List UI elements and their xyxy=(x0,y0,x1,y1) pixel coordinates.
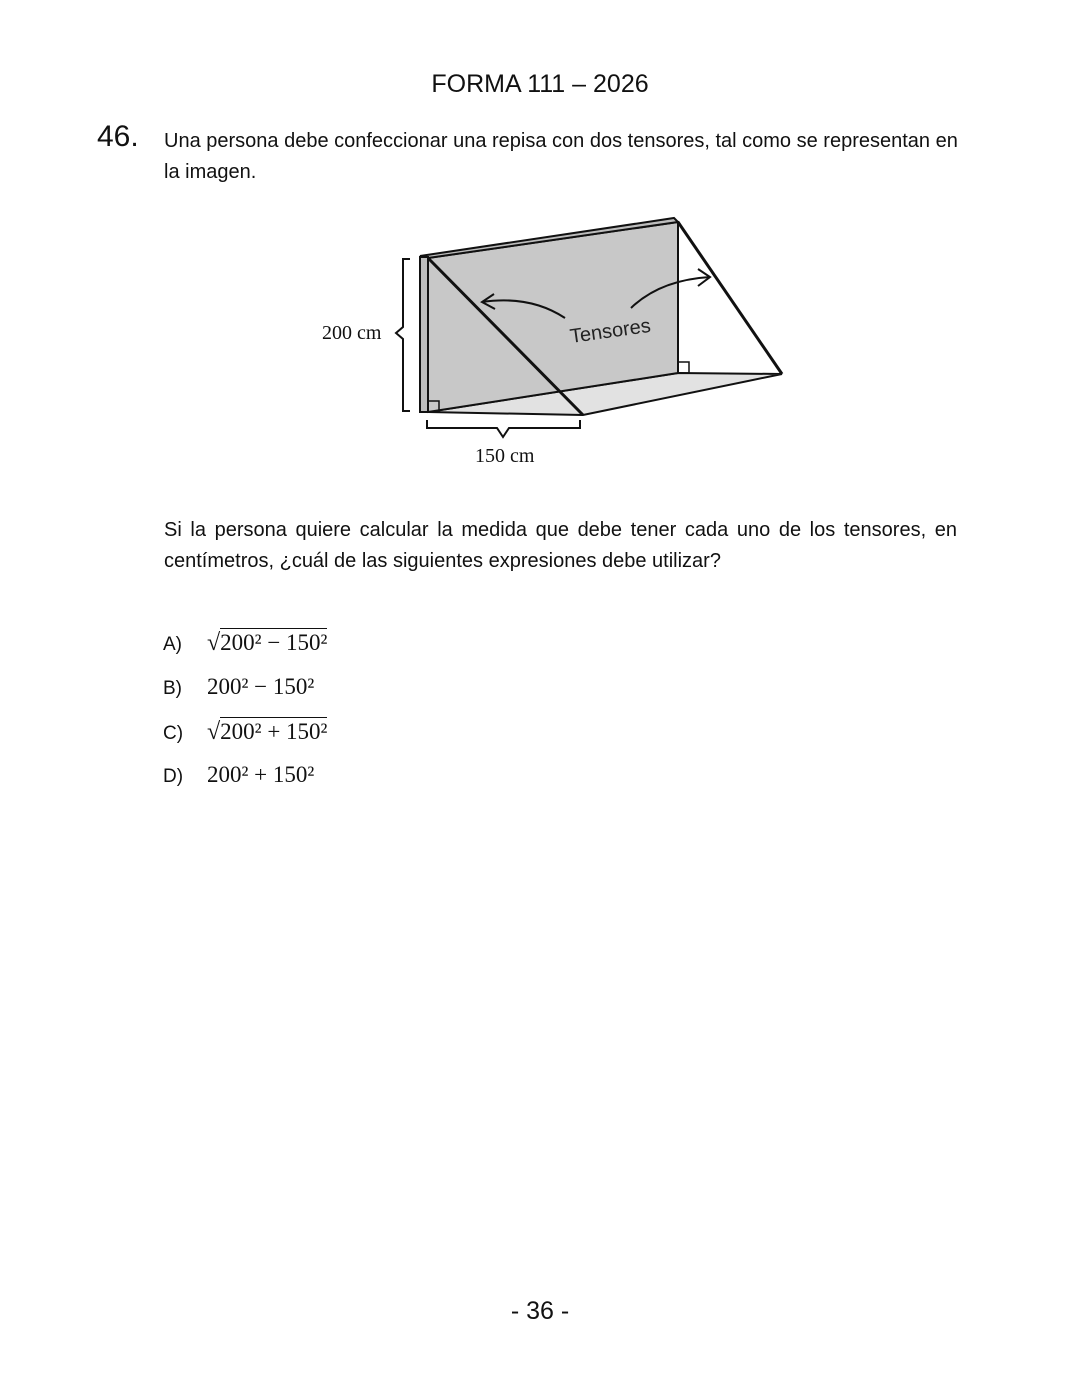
expression: 200² − 150² xyxy=(207,674,315,699)
option-label: D) xyxy=(163,766,184,787)
sqrt-icon: √ xyxy=(207,630,221,656)
option-label: C) xyxy=(163,723,184,744)
question-prompt: Si la persona quiere calcular la medida que debe tener cada uno de los tensores, en centímetros, ¿cuál de las siguientes expresiones debe utilizar? xyxy=(164,519,957,572)
tensor-back xyxy=(678,222,782,374)
option-label: B) xyxy=(163,678,182,699)
tensores-label: Tensores xyxy=(568,314,653,348)
page-number: - 36 - xyxy=(510,1297,570,1325)
right-angle-mark xyxy=(678,362,689,373)
width-label: 150 cm xyxy=(475,445,535,467)
option-a[interactable] xyxy=(163,628,327,657)
option-label: A) xyxy=(163,634,182,655)
height-brace xyxy=(396,259,410,411)
option-c[interactable] xyxy=(163,717,327,746)
option-b[interactable] xyxy=(163,674,314,700)
height-label: 200 cm xyxy=(322,322,382,344)
width-brace xyxy=(427,420,580,437)
shelf-diagram xyxy=(0,0,1080,480)
wall-side-edge xyxy=(420,257,428,412)
option-d[interactable] xyxy=(163,762,314,788)
sqrt-icon: √ xyxy=(207,719,221,745)
page-header: FORMA 111 – 2026 xyxy=(431,70,649,98)
question-stem: Una persona debe confeccionar una repisa con dos tensores, tal como se representan en la imagen. xyxy=(164,130,958,183)
question-number: 46. xyxy=(97,120,139,153)
sqrt-expression: √ 200² + 150² xyxy=(207,719,328,745)
expression: 200² + 150² xyxy=(207,762,315,787)
sqrt-expression: √ 200² − 150² xyxy=(207,630,328,656)
